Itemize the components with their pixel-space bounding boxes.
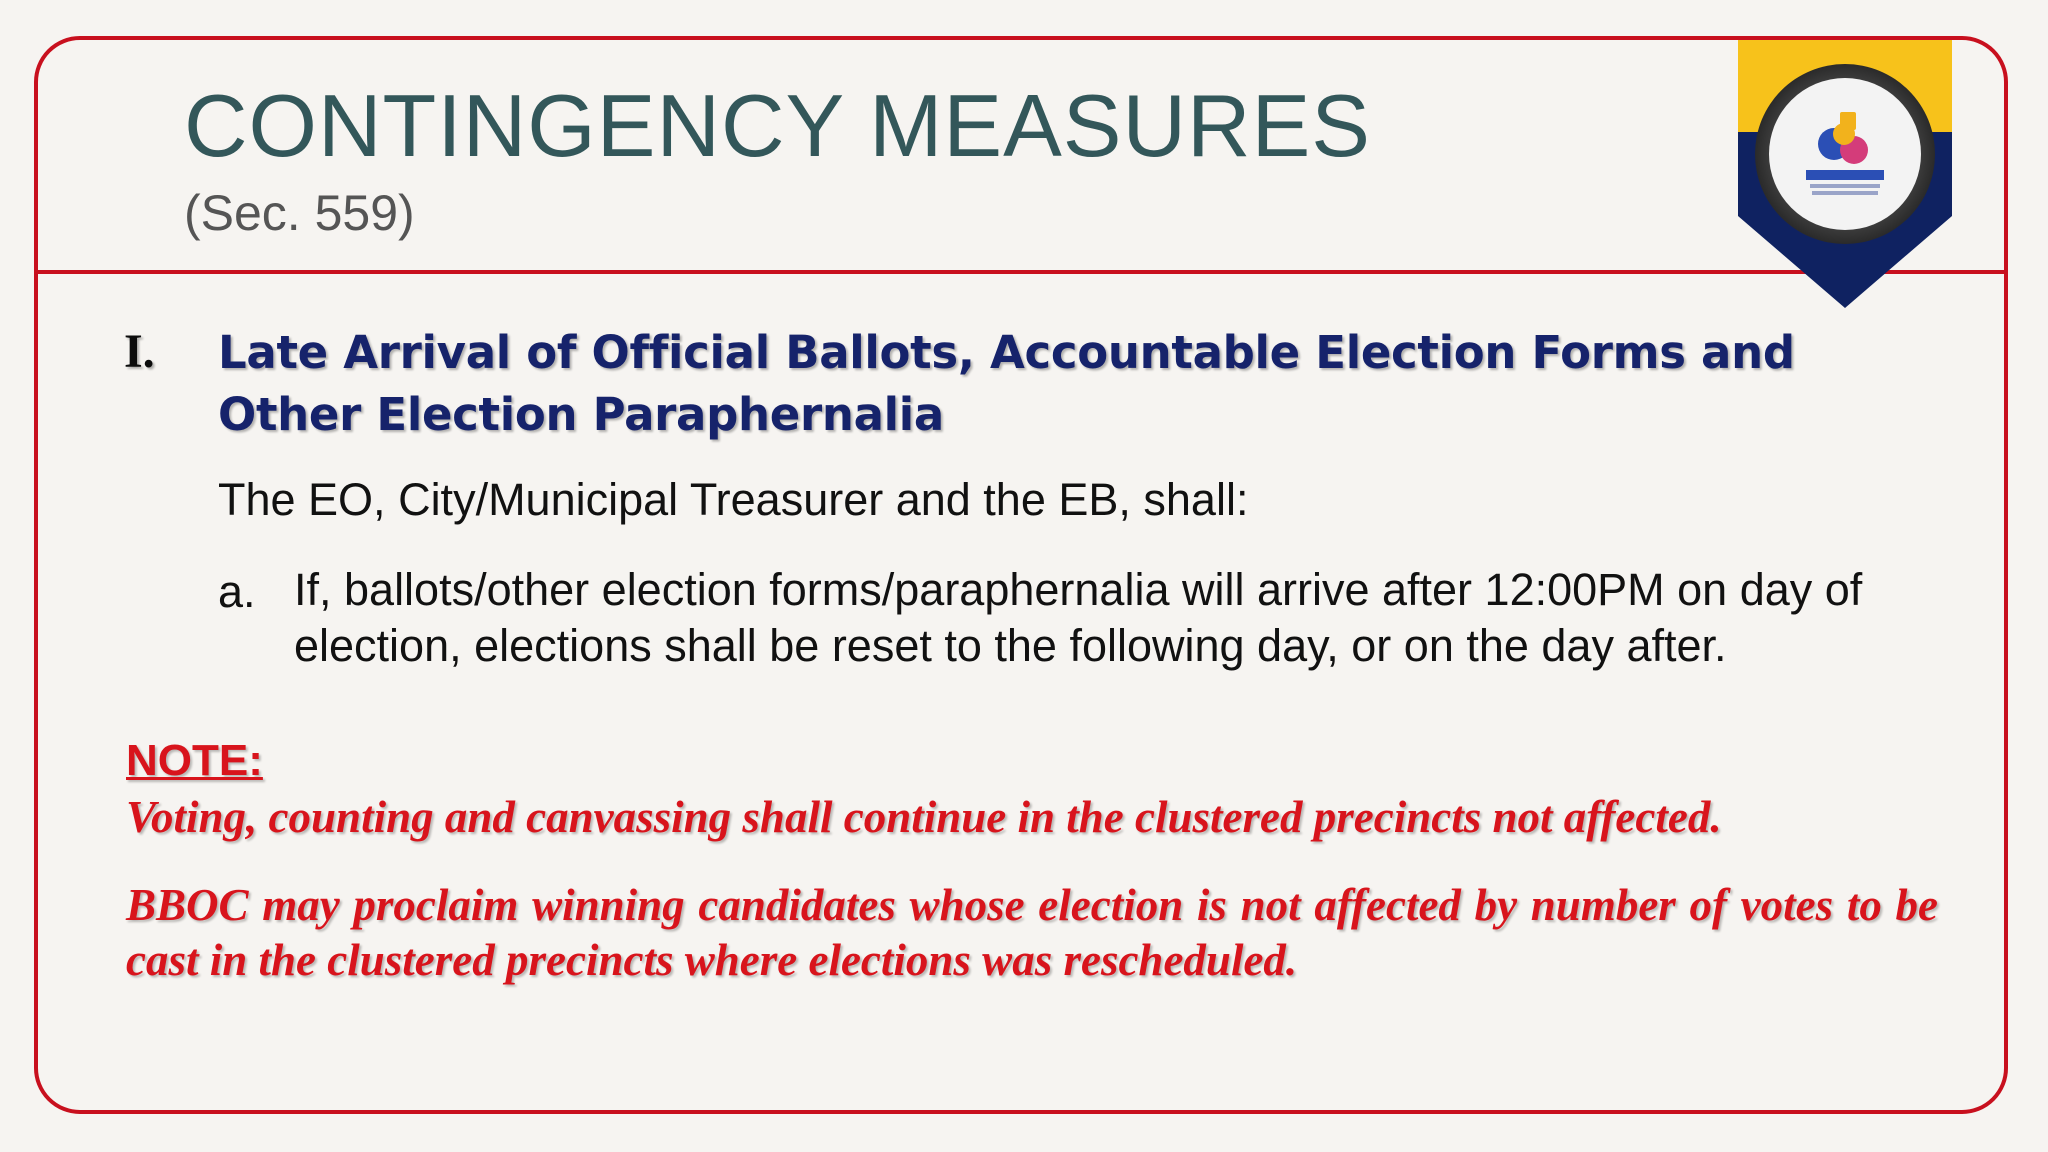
section-number: I. <box>124 325 155 378</box>
section-heading: Late Arrival of Official Ballots, Accountable Election Forms and Other Election Paraphernalia <box>218 326 1795 441</box>
list-item-text: If, ballots/other election forms/paraphernalia will arrive after 12:00PM on day of election, elections shall be reset to the following day, or on the day after. <box>294 564 1863 671</box>
bske-badge <box>1738 40 1952 310</box>
list-item-marker: a. <box>218 566 256 617</box>
note-label: NOTE: <box>126 736 263 785</box>
slide-subtitle: (Sec. 559) <box>184 185 415 241</box>
note-text-bboc-proclaim: BBOC may proclaim winning candidates whose election is not affected by number of votes to be cast in the clustered precincts where elections was rescheduled. <box>126 880 1938 985</box>
slide-title: CONTINGENCY MEASURES <box>184 76 1371 175</box>
header-divider <box>36 270 2008 274</box>
section-intro: The EO, City/Municipal Treasurer and the EB, shall: <box>218 474 1249 525</box>
note-text-continue-voting: Voting, counting and canvassing shall continue in the clustered precincts not affected. <box>126 792 1722 842</box>
